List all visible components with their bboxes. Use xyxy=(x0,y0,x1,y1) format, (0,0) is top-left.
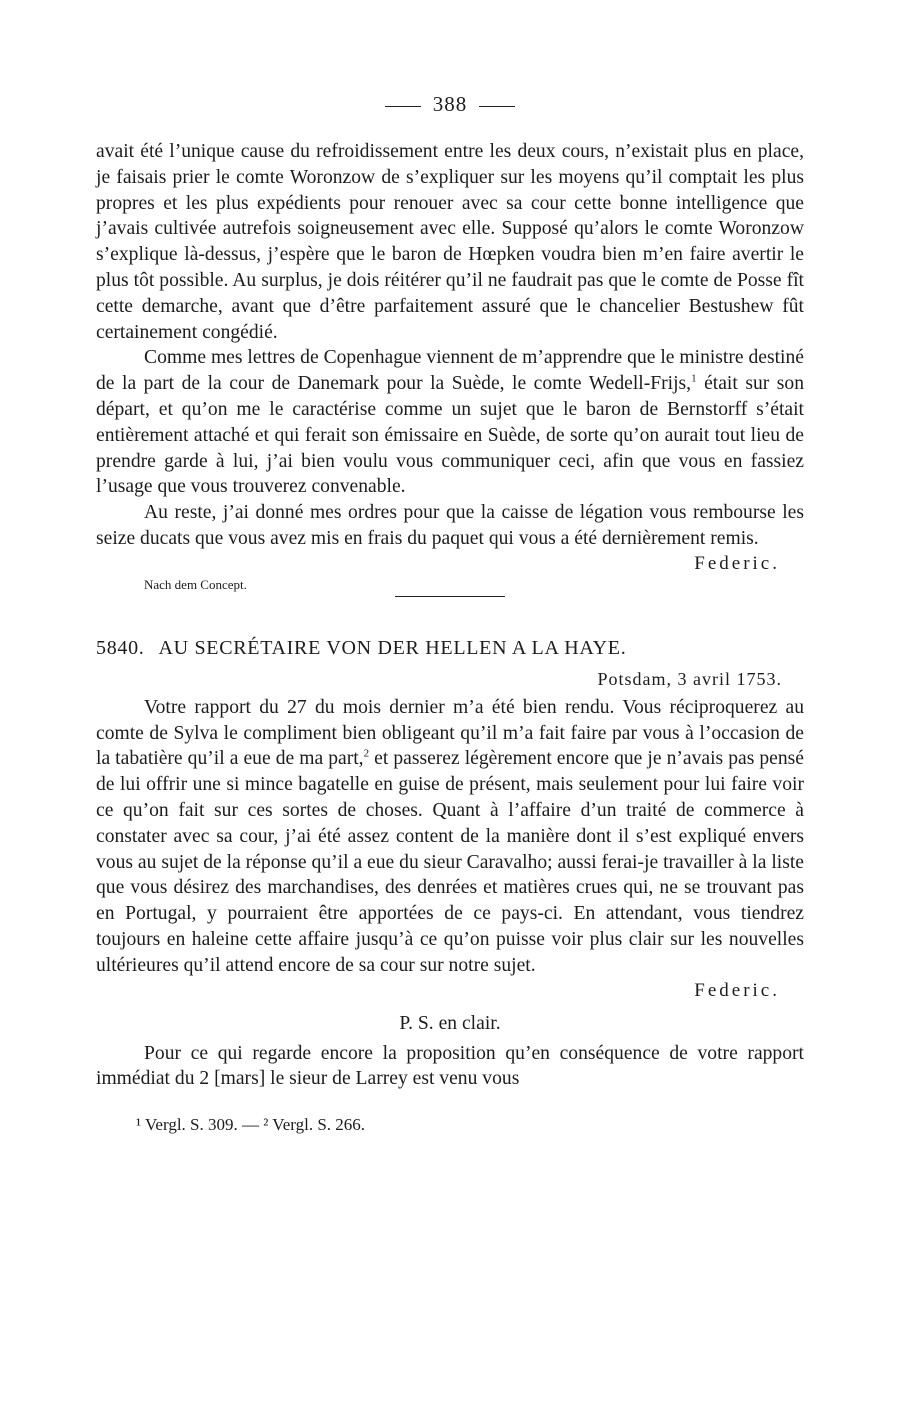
footnotes: ¹ Vergl. S. 309. — ² Vergl. S. 266. xyxy=(136,1115,366,1135)
signature: Federic. xyxy=(694,979,780,1001)
signature: Federic. xyxy=(694,552,780,574)
letter-heading xyxy=(96,635,804,661)
footnote-marker: 1 xyxy=(691,372,697,385)
page xyxy=(96,92,804,1136)
paragraph-text: Comme mes lettres de Copenhague viennent de m’apprendre que le ministre destiné de la part de la cour de Danemark pour la Suède, le comte Wedell-Frijs, xyxy=(96,347,804,395)
continuation-paragraph-2 xyxy=(96,345,804,500)
section-divider xyxy=(395,596,505,597)
continuation-paragraph: avait été l’unique cause du refroidissement entre les deux cours, n’existait plus en place, je faisais prier le comte Woronzow de s’expliquer sur les moyens qu’il comptait les plus propres et les plus expédients pour renouer avec sa cour cette bonne intelligence que j’avais cultivée autrefois soigneusement avec elle. Supposé qu’alors le comte Woronzow s’explique là-dessus, j’espère que le baron de Hœpken voudra bien m’en faire avertir le plus tôt possible. Au surplus, je dois réitérer qu’il ne faudrait pas que le comte de Posse fît cette demarche, avant que d’être parfaitement assuré que le chancelier Bestushew fût certainement congédié. xyxy=(96,141,804,343)
paragraph-text: était sur son départ, et qu’on me le caractérise comme un sujet que le baron de Bernstorff s’était entièrement attaché et qui ferait son émissaire en Suède, de sorte qu’on aurait tout lieu de prendre garde à lui, j’ai bien voulu vous communiquer ceci, afin que vous en fassiez l’usage que vous trouverez convenable. xyxy=(96,373,804,498)
page-header xyxy=(96,92,804,117)
letter-number: 5840. xyxy=(96,636,145,659)
source-note: Nach dem Concept. xyxy=(144,576,247,592)
paragraph-text: et passerez légèrement encore que je n’avais pas pensé de lui offrir une si mince bagatelle en guise de présent, mais seulement pour lui faire voir ce qu’on fait sur ces sortes de choses. Quant à l’affaire d’un traité de commerce à constater avec sa cour, j’ai été assez content de la manière dont il s’est expliqué envers vous au sujet de la réponse qu’il a eue du sieur Caravalho; aussi ferai-je travailler à la liste que vous désirez des marchandises, des denrées et matières crues qui, ne se trouvant pas en Portugal, y pourraient être apportées de ce pays-ci. En attendant, vous tiendrez toujours en haleine cette affaire jusqu’à ce qu’on puisse voir plus clair sur les nouvelles ultérieures qu’il attend encore de sa cour sur notre sujet. xyxy=(96,748,804,976)
footnote-marker: 2 xyxy=(363,747,370,760)
letter-body xyxy=(96,695,804,979)
header-dash-right xyxy=(479,106,515,107)
continuation-paragraph-3: Au reste, j’ai donné mes ordres pour que la caisse de légation vous rembourse les seize ducats que vous avez mis en frais du paquet qui vous a été dernièrement remis. xyxy=(96,502,804,549)
header-dash-left xyxy=(385,106,421,107)
postscript-text: Pour ce qui regarde encore la proposition qu’en conséquence de votre rapport immédiat du 2 [mars] le sieur de Larrey est venu vous xyxy=(96,1042,804,1090)
page-number: 388 xyxy=(432,92,468,116)
letter-title: AU SECRÉTAIRE VON DER HELLEN A LA HAYE. xyxy=(158,636,627,659)
postscript-heading: P. S. en clair. xyxy=(399,1012,501,1034)
dateline: Potsdam, 3 avril 1753. xyxy=(597,668,782,689)
paragraph-text: Votre rapport du 27 du mois dernier m’a été bien rendu. Vous réciproquerez au comte de Sylva le compliment bien obligeant qu’il m’a fait faire par vous à l’occasion de la tabatière qu’il a eue de ma part, xyxy=(96,696,804,770)
